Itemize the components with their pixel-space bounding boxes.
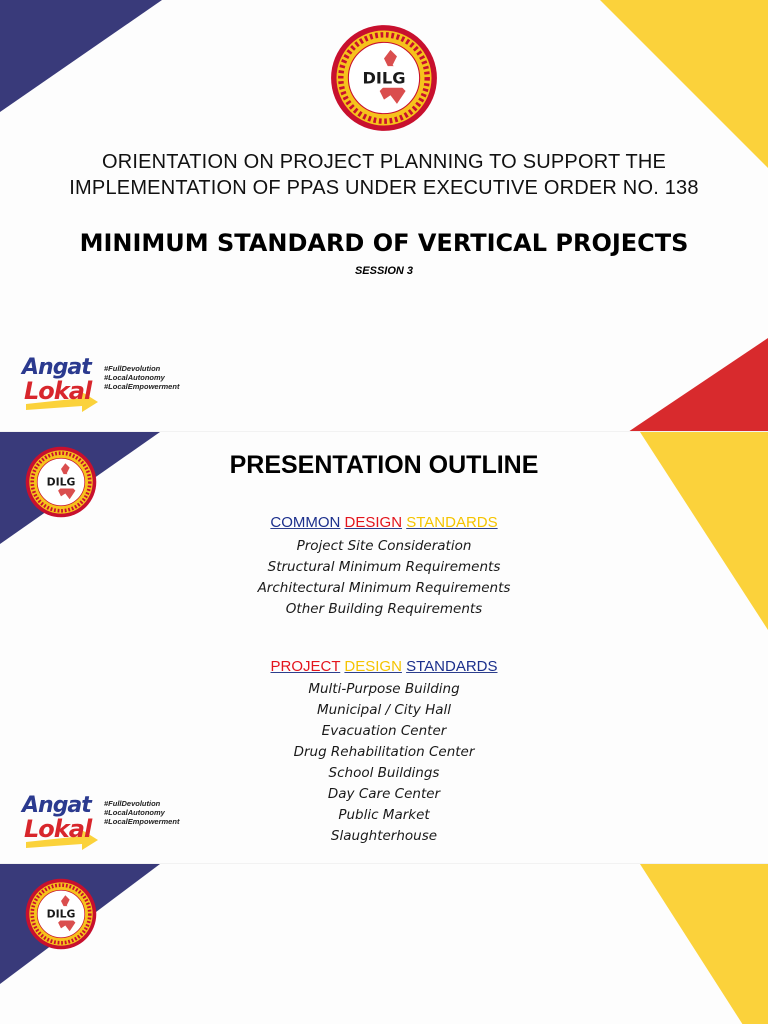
outline-title: PRESENTATION OUTLINE (229, 451, 539, 479)
yellow-corner-shape (600, 0, 768, 168)
common-standards-list (0, 536, 768, 620)
navy-corner-shape (0, 0, 162, 112)
slide-3-decoration (0, 864, 768, 1024)
list-item: Multi-Purpose Building (308, 681, 460, 697)
hashtag-1: #FullDevolution (104, 799, 161, 808)
outline-slide (0, 432, 768, 864)
seal-label: DILG (362, 68, 406, 88)
common-design-standards-heading (0, 514, 768, 531)
yellow-corner-shape (640, 864, 768, 1024)
heading-word-standards: STANDARDS (406, 514, 498, 531)
list-item: Other Building Requirements (285, 601, 483, 617)
list-item: Structural Minimum Requirements (267, 559, 501, 575)
heading-word-design: DESIGN (344, 658, 402, 675)
hashtag-3: #LocalEmpowerment (104, 382, 180, 391)
angat-lokal-logo (20, 790, 200, 854)
angat-word: Angat (22, 793, 91, 818)
list-item: Day Care Center (327, 786, 441, 802)
list-item: Municipal / City Hall (316, 702, 452, 718)
heading-word-design: DESIGN (344, 514, 403, 531)
partial-slide (0, 864, 768, 1024)
list-item: School Buildings (328, 765, 440, 781)
subtitle-line-1: ORIENTATION ON PROJECT PLANNING TO SUPPORT THE (101, 151, 667, 173)
project-design-standards-heading (0, 658, 768, 675)
slide-title: MINIMUM STANDARD OF VERTICAL PROJECTS (79, 229, 689, 257)
list-item: Slaughterhouse (330, 828, 438, 844)
list-item: Architectural Minimum Requirements (257, 580, 511, 596)
hashtag-2: #LocalAutonomy (104, 373, 165, 382)
seal-label: DILG (46, 475, 76, 489)
angat-word: Angat (22, 355, 91, 380)
dilg-seal-logo (330, 24, 438, 132)
subtitle-line-2: IMPLEMENTATION OF PPAS UNDER EXECUTIVE ORDER NO. 138 (69, 177, 699, 199)
lokal-word: Lokal (24, 815, 92, 843)
list-item: Evacuation Center (321, 723, 447, 739)
angat-lokal-logo (20, 352, 200, 416)
red-triangle-shape (628, 338, 768, 432)
seal-label: DILG (46, 907, 76, 921)
session-label: SESSION 3 (354, 265, 414, 277)
hashtag-3: #LocalEmpowerment (104, 817, 180, 826)
list-item: Project Site Consideration (296, 538, 472, 554)
list-item: Drug Rehabilitation Center (293, 744, 475, 760)
hashtag-2: #LocalAutonomy (104, 808, 165, 817)
dilg-seal-logo (25, 878, 97, 950)
title-slide (0, 0, 768, 432)
hashtag-1: #FullDevolution (104, 364, 161, 373)
heading-word-standards: STANDARDS (406, 658, 498, 675)
list-item: Public Market (338, 807, 430, 823)
heading-word-common: COMMON (270, 514, 341, 531)
heading-word-project: PROJECT (270, 658, 341, 675)
lokal-word: Lokal (24, 377, 92, 405)
